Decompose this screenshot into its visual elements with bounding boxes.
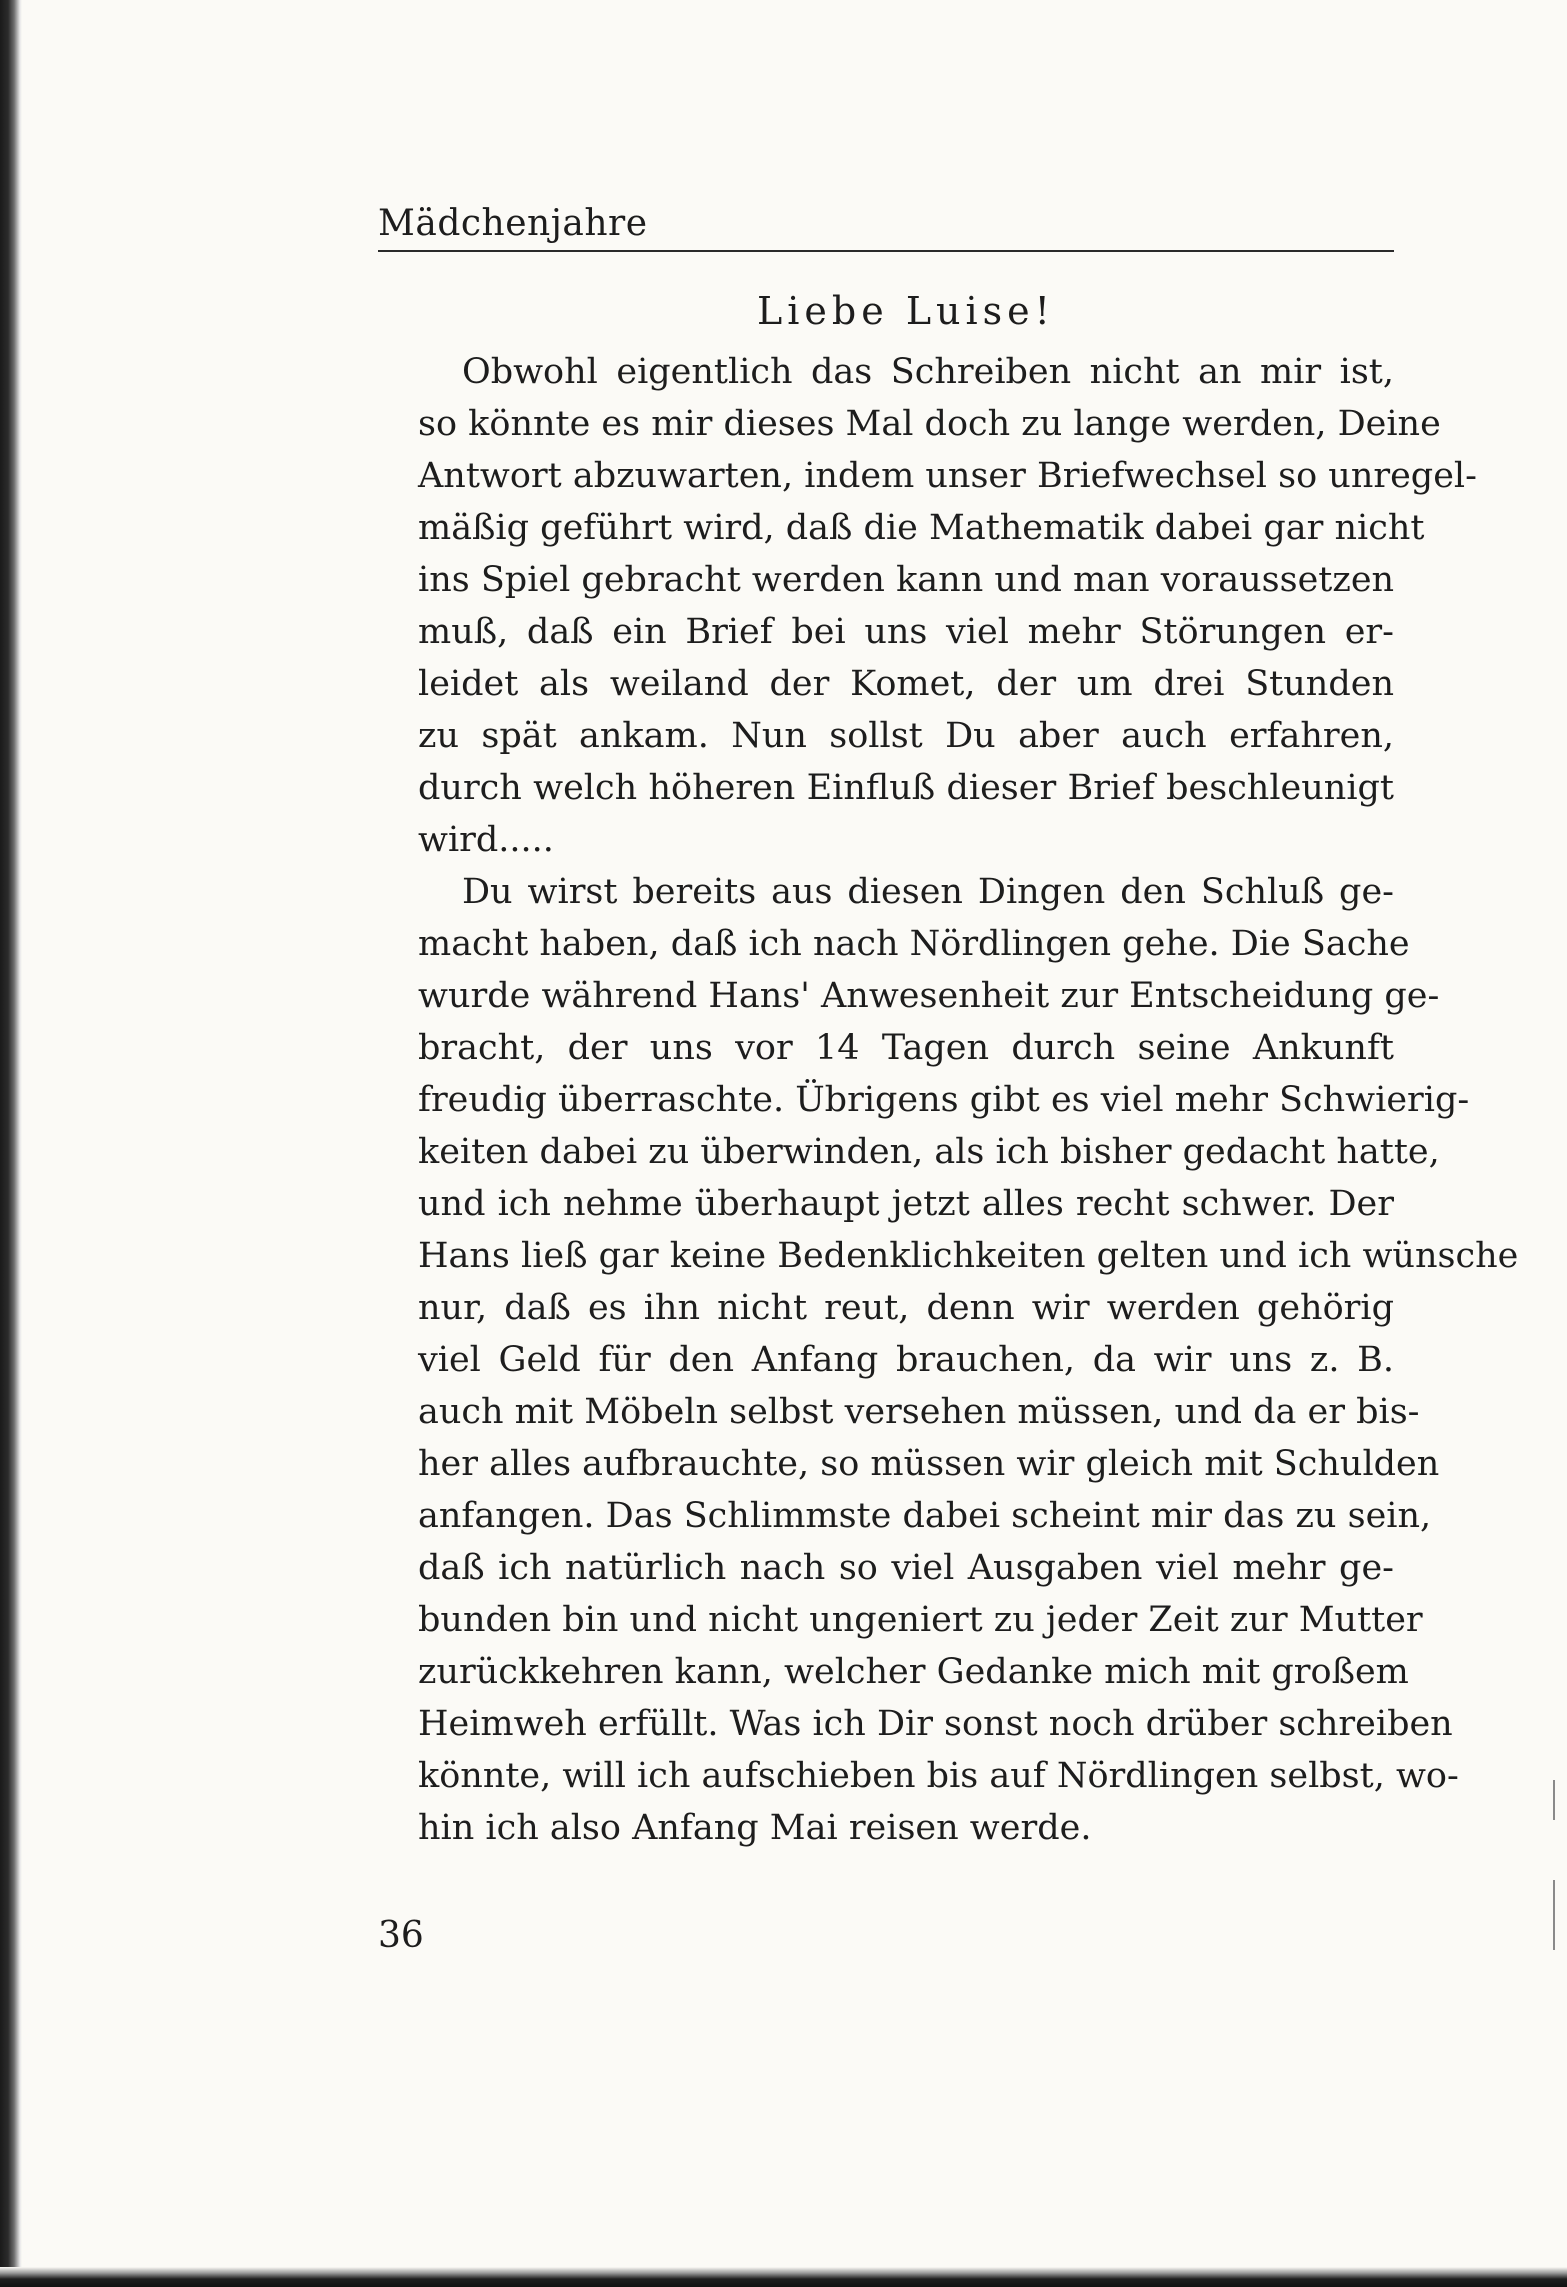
- scan-mark: [1553, 1780, 1555, 1820]
- text-line: keiten dabei zu überwinden, als ich bisher gedacht hatte,: [418, 1132, 1440, 1172]
- text-line: Antwort abzuwarten, indem unser Briefwechsel so unregel-: [418, 456, 1477, 496]
- paragraph-2: [418, 866, 1519, 1854]
- text-line: daß ich natürlich nach so viel Ausgaben viel mehr ge-: [418, 1548, 1394, 1588]
- text-line: wurde während Hans' Anwesenheit zur Entscheidung ge-: [418, 976, 1440, 1016]
- text-line: viel Geld für den Anfang brauchen, da wir uns z. B.: [418, 1340, 1394, 1380]
- letter-body: [418, 282, 1519, 1854]
- text-line: durch welch höheren Einfluß dieser Brief beschleunigt: [418, 768, 1394, 808]
- text-line: Heimweh erfüllt. Was ich Dir sonst noch drüber schreiben: [418, 1704, 1453, 1744]
- paragraph-1: [418, 346, 1477, 866]
- text-line: nur, daß es ihn nicht reut, denn wir werden gehörig: [418, 1288, 1394, 1328]
- text-line: hin ich also Anfang Mai reisen werde.: [418, 1808, 1092, 1848]
- text-line: freudig überraschte. Übrigens gibt es viel mehr Schwierig-: [418, 1080, 1470, 1120]
- text-line: muß, daß ein Brief bei uns viel mehr Störungen er-: [418, 612, 1394, 652]
- text-line: wird.....: [418, 820, 554, 860]
- page-number: 36: [378, 1915, 424, 1956]
- text-line: könnte, will ich aufschieben bis auf Nördlingen selbst, wo-: [418, 1756, 1459, 1796]
- text-line: macht haben, daß ich nach Nördlingen gehe. Die Sache: [418, 924, 1410, 964]
- text-line: und ich nehme überhaupt jetzt alles recht schwer. Der: [418, 1184, 1394, 1224]
- text-line: bracht, der uns vor 14 Tagen durch seine Ankunft: [418, 1028, 1394, 1068]
- text-line: zurückkehren kann, welcher Gedanke mich mit großem: [418, 1652, 1409, 1692]
- page-header: [378, 190, 1394, 252]
- text-line: mäßig geführt wird, daß die Mathematik dabei gar nicht: [418, 508, 1425, 548]
- binding-edge: [0, 0, 22, 2287]
- text-line: auch mit Möbeln selbst versehen müssen, und da er bis-: [418, 1392, 1420, 1432]
- text-line: bunden bin und nicht ungeniert zu jeder Zeit zur Mutter: [418, 1600, 1423, 1640]
- text-line: Hans ließ gar keine Bedenklichkeiten gelten und ich wünsche: [418, 1236, 1519, 1276]
- text-line: so könnte es mir dieses Mal doch zu lange werden, Deine: [418, 404, 1441, 444]
- text-line: ins Spiel gebracht werden kann und man voraussetzen: [418, 560, 1395, 600]
- scan-bottom-edge: [0, 2267, 1567, 2287]
- text-line: her alles aufbrauchte, so müssen wir gleich mit Schulden: [418, 1444, 1440, 1484]
- text-line: Obwohl eigentlich das Schreiben nicht an mir ist,: [462, 352, 1394, 392]
- text-line: leidet als weiland der Komet, der um drei Stunden: [418, 664, 1394, 704]
- scan-mark: [1553, 1880, 1555, 1950]
- text-line: zu spät ankam. Nun sollst Du aber auch erfahren,: [418, 716, 1394, 756]
- running-head: Mädchenjahre: [378, 203, 648, 244]
- text-line: anfangen. Das Schlimmste dabei scheint mir das zu sein,: [418, 1496, 1432, 1536]
- text-line: Du wirst bereits aus diesen Dingen den Schluß ge-: [462, 872, 1394, 912]
- salutation: Liebe Luise!: [757, 289, 1055, 333]
